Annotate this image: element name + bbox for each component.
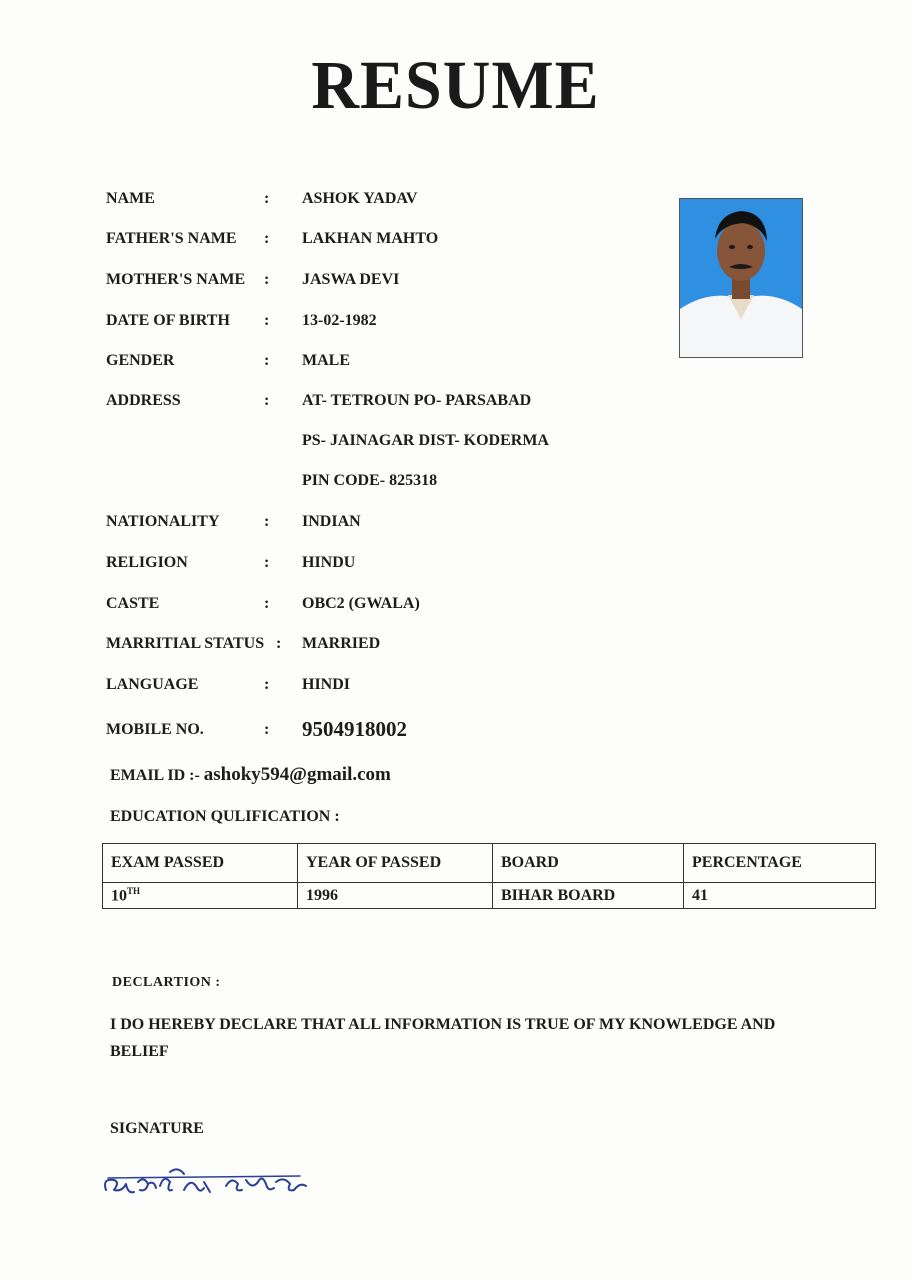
- field-label: RELIGION: [106, 554, 188, 571]
- email-line: [110, 764, 391, 786]
- education-heading: EDUCATION QULIFICATION :: [110, 808, 340, 825]
- field-value: MALE: [302, 352, 350, 369]
- field-colon: :: [264, 676, 270, 693]
- field-value: LAKHAN MAHTO: [302, 230, 439, 247]
- field-label: MARRITIAL STATUS: [106, 635, 265, 652]
- table-row: [103, 883, 876, 909]
- field-value: AT- TETROUN PO- PARSABAD: [302, 392, 532, 409]
- field-value: JASWA DEVI: [302, 271, 400, 288]
- field-label: NAME: [106, 190, 155, 207]
- field-label: FATHER'S NAME: [106, 230, 237, 247]
- page-title: RESUME: [311, 47, 600, 124]
- field-label: ADDRESS: [106, 392, 181, 409]
- declaration-text: I DO HEREBY DECLARE THAT ALL INFORMATION IS TRUE OF MY KNOWLEDGE AND BELIEF: [110, 1016, 776, 1060]
- field-colon: :: [264, 513, 270, 530]
- signature-label: SIGNATURE: [110, 1120, 204, 1137]
- field-nationality: [106, 513, 666, 543]
- field-value: HINDI: [302, 676, 351, 693]
- field-label: DATE OF BIRTH: [106, 312, 230, 329]
- field-value: 9504918002: [302, 717, 407, 741]
- email-label: EMAIL ID :-: [110, 767, 200, 784]
- field-mothers-name: [106, 271, 666, 301]
- field-label: CASTE: [106, 595, 160, 612]
- education-table: [102, 843, 876, 909]
- field-label: GENDER: [106, 352, 175, 369]
- field-value: INDIAN: [302, 513, 361, 530]
- field-marital-status: [106, 635, 666, 665]
- column-header: EXAM PASSED: [103, 844, 298, 883]
- field-religion: [106, 554, 666, 584]
- field-colon: :: [264, 271, 270, 288]
- field-fathers-name: [106, 230, 666, 260]
- column-header: BOARD: [493, 844, 684, 883]
- field-label: LANGUAGE: [106, 676, 199, 693]
- handwritten-signature: [100, 1160, 320, 1210]
- field-caste: [106, 595, 666, 625]
- field-value: ASHOK YADAV: [302, 190, 418, 207]
- column-header: PERCENTAGE: [684, 844, 876, 883]
- table-cell-year: 1996: [298, 883, 493, 909]
- field-colon: :: [264, 392, 270, 409]
- field-label: MOBILE NO.: [106, 721, 204, 738]
- field-value: OBC2 (GWALA): [302, 595, 420, 612]
- field-address: [106, 392, 666, 422]
- table-header-row: [103, 844, 876, 883]
- table-cell-percentage: 41: [684, 883, 876, 909]
- exam-value: 10: [111, 887, 127, 905]
- passport-photo: [679, 198, 803, 358]
- table-cell-board: BIHAR BOARD: [493, 883, 684, 909]
- field-colon: :: [276, 635, 282, 652]
- field-colon: :: [264, 554, 270, 571]
- field-colon: :: [264, 312, 270, 329]
- field-language: [106, 676, 666, 706]
- field-colon: :: [264, 230, 270, 247]
- exam-superscript: TH: [127, 886, 141, 896]
- address-line: PIN CODE- 825318: [302, 472, 438, 489]
- field-value: HINDU: [302, 554, 356, 571]
- field-label: MOTHER'S NAME: [106, 271, 246, 288]
- field-label: NATIONALITY: [106, 513, 220, 530]
- field-colon: :: [264, 352, 270, 369]
- field-value: 13-02-1982: [302, 312, 377, 329]
- field-colon: :: [264, 595, 270, 612]
- table-cell-exam: [103, 883, 298, 909]
- email-value: ashoky594@gmail.com: [203, 764, 391, 785]
- field-gender: [106, 352, 666, 382]
- declaration-heading: DECLARTION :: [112, 975, 221, 990]
- field-mobile: [106, 717, 666, 751]
- field-date-of-birth: [106, 312, 666, 342]
- field-name: [106, 190, 666, 220]
- field-value: MARRIED: [302, 635, 381, 652]
- field-colon: :: [264, 721, 270, 738]
- address-line: PS- JAINAGAR DIST- KODERMA: [302, 432, 549, 449]
- field-colon: :: [264, 190, 270, 207]
- column-header: YEAR OF PASSED: [298, 844, 493, 883]
